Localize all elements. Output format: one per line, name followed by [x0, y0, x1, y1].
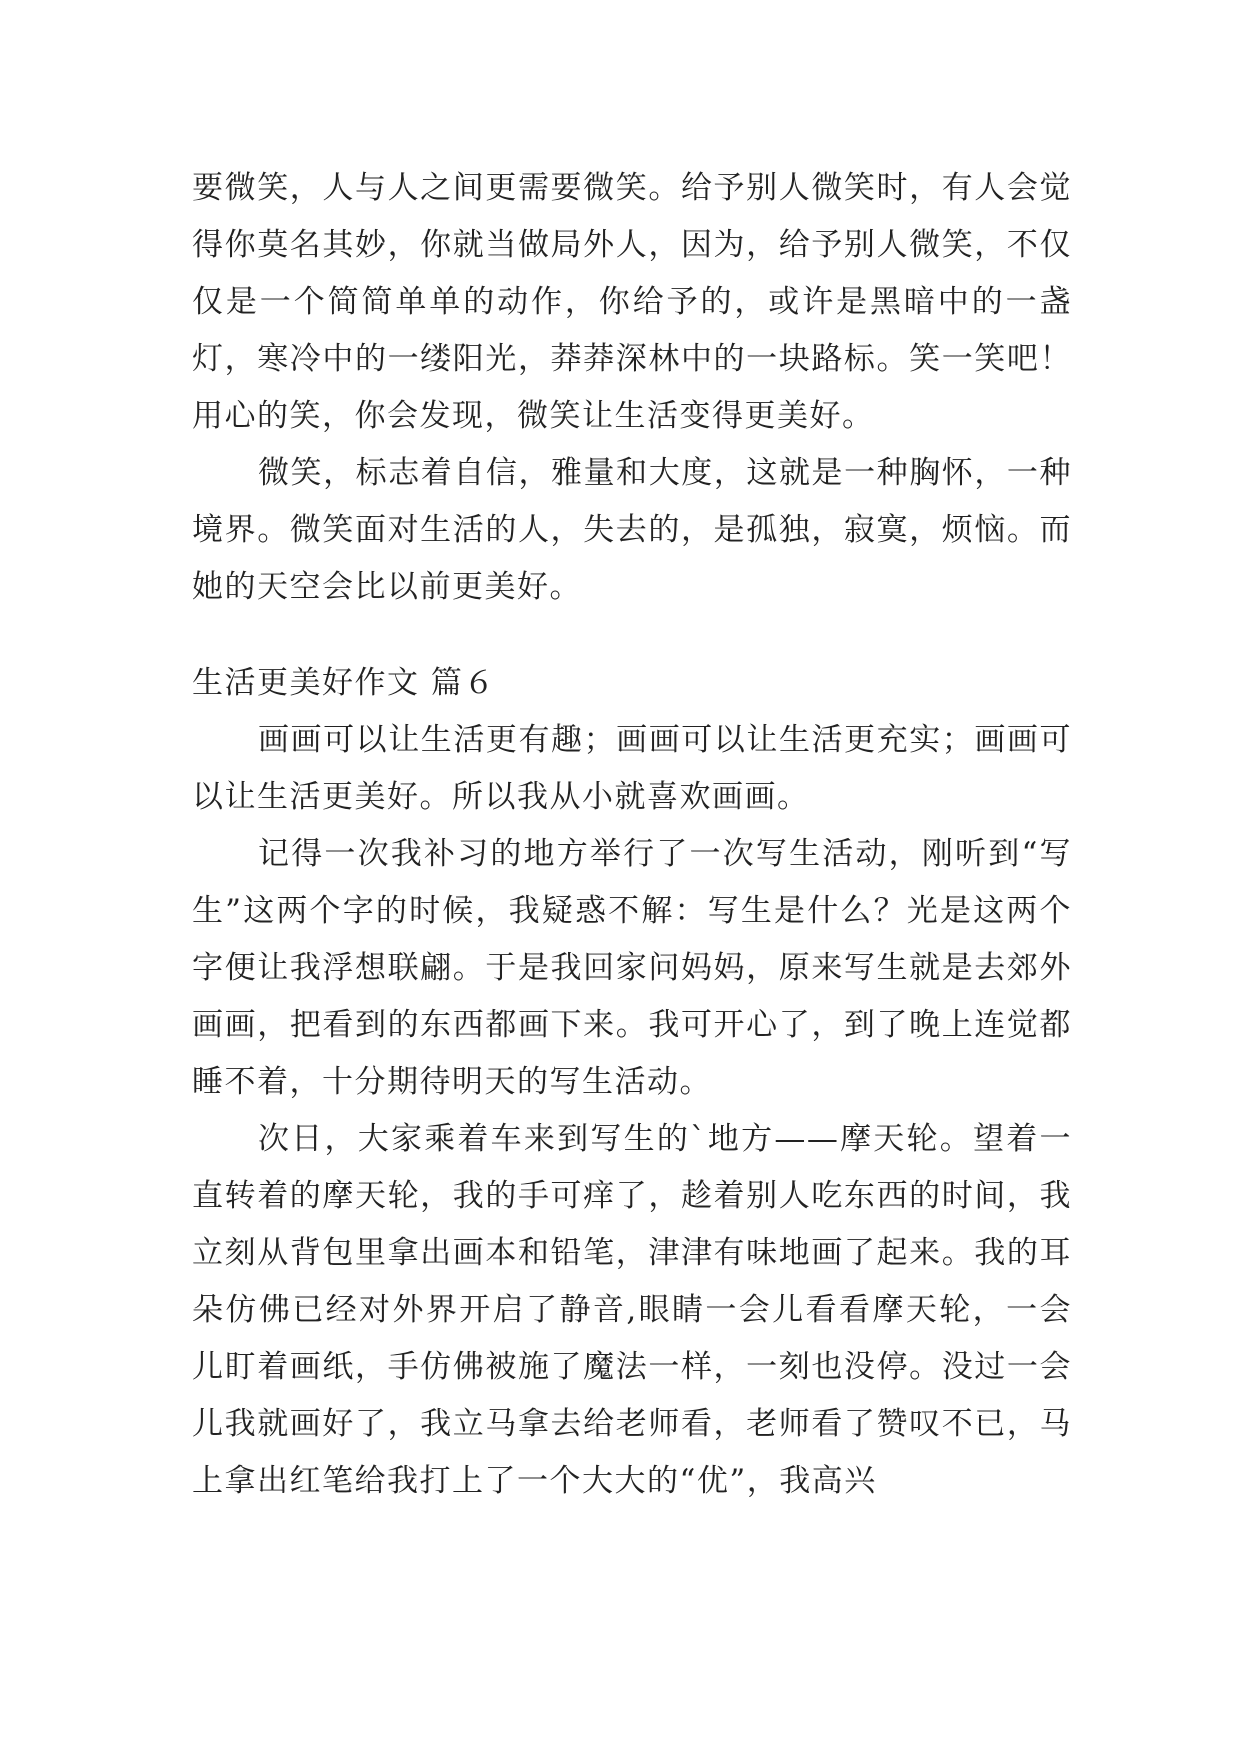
closing-paragraph: 微笑，标志着自信，雅量和大度，这就是一种胸怀，一种境界。微笑面对生活的人，失去的，是孤独，寂寞，烦恼。而她的天空会比以前更美好。 [192, 455, 1072, 605]
document-body [192, 160, 1072, 1510]
section-paragraph-2: 记得一次我补习的地方举行了一次写生活动，刚听到“写生”这两个字的时候，我疑惑不解：写生是什么？光是这两个字便让我浮想联翩。于是我回家问妈妈，原来写生就是去郊外画画，把看到的东西都画下来。我可开心了，到了晚上连觉都睡不着，十分期待明天的写生活动。 [192, 836, 1072, 1100]
section-title: 生活更美好作文 篇６ [192, 665, 496, 701]
section-paragraph-1: 画画可以让生活更有趣；画画可以让生活更充实；画画可以让生活更美好。所以我从小就喜欢画画。 [192, 722, 1072, 815]
continued-paragraph: 要微笑，人与人之间更需要微笑。给予别人微笑时，有人会觉得你莫名其妙，你就当做局外人，因为，给予别人微笑，不仅仅是一个简简单单的动作，你给予的，或许是黑暗中的一盏灯，寒冷中的一缕阳光，莽莽深林中的一块路标。笑一笑吧！用心的笑，你会发现，微笑让生活变得更美好。 [192, 170, 1072, 434]
section-paragraph-3: 次日，大家乘着车来到写生的`地方——摩天轮。望着一直转着的摩天轮，我的手可痒了，趁着别人吃东西的时间，我立刻从背包里拿出画本和铅笔，津津有味地画了起来。我的耳朵仿佛已经对外界开启了静音,眼睛一会儿看看摩天轮，一会儿盯着画纸，手仿佛被施了魔法一样，一刻也没停。没过一会儿我就画好了，我立马拿去给老师看，老师看了赞叹不已，马上拿出红笔给我打上了一个大大的“优”，我高兴 [192, 1121, 1072, 1499]
